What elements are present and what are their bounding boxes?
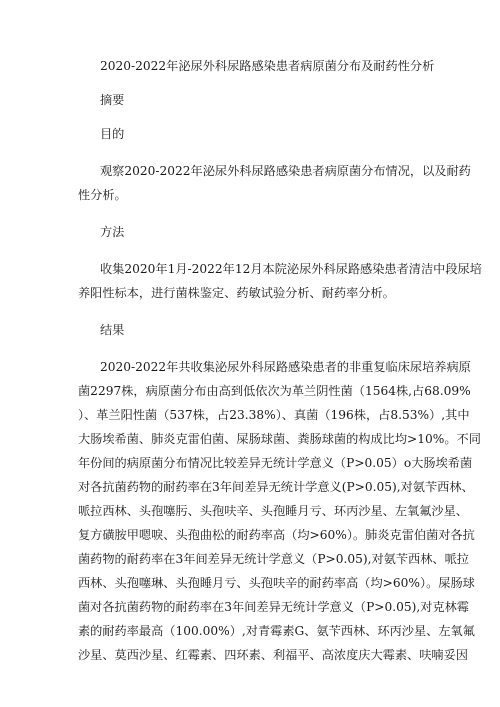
paragraph-line: 对各抗菌药物的耐药率在3年间差异无统计学意义(P>0.05),对氨苄西林、 xyxy=(78,480,474,494)
paragraph-line: 复方磺胺甲嗯唳、头孢曲松的耐药率高（均>60%）。肺炎克雷伯菌对各抗 xyxy=(78,528,475,542)
objective-heading: 目的 xyxy=(100,127,125,141)
paragraph-line: 西林、头孢噻琳、头孢睡月亏、头孢呋辛的耐药率高（均>60%）。屎肠球 xyxy=(78,576,475,590)
paragraph-line: 收集2020年1月-2022年12月本院泌尿外科尿路感染患者清洁中段尿培 xyxy=(100,262,482,276)
paragraph-line: 素的耐药率最高（100.00%）,对青霉素G、氨苄西林、环丙沙星、左氧氟 xyxy=(78,624,475,638)
paragraph-line: 观察2020-2022年泌尿外科尿路感染患者病原菌分布情况，以及耐药 xyxy=(100,164,471,178)
result-heading: 结果 xyxy=(100,323,125,337)
document-title: 2020-2022年泌尿外科尿路感染患者病原菌分布及耐药性分析 xyxy=(100,59,435,73)
objective-paragraph xyxy=(78,159,471,207)
paragraph-line: 菌对各抗菌药物的耐药率在3年间差异无统计学意义（P>0.05),对克林霉 xyxy=(78,600,469,614)
paragraph-line: 大肠埃希菌、肺炎克雷伯菌、屎肠球菌、粪肠球菌的构成比均>10%。不同 xyxy=(78,432,481,446)
paragraph-line: 年份间的病原菌分布情况比较差异无统计学意义（P>0.05）o大肠埃希菌 xyxy=(78,456,473,470)
result-paragraph xyxy=(78,355,481,667)
method-paragraph xyxy=(78,257,482,305)
paragraph-line: ）、革兰阳性菌（537株，占23.38%）、真菌（196株，占8.53%）,其中 xyxy=(78,408,470,422)
paragraph-line: 2020-2022年共收集泌尿外科尿路感染患者的非重复临床尿培养病原 xyxy=(100,360,471,374)
paragraph-line: 养阳性标本，进行菌株鉴定、药敏试验分析、耐药率分析。 xyxy=(78,286,395,300)
paragraph-line: 沙星、莫西沙星、红霉素、四环素、利福平、高浓度庆大霉素、呋喃妥因 xyxy=(78,648,468,662)
paragraph-line: 菌药物的耐药率在3年间差异无统计学意义（P>0.05),对氨苄西林、哌拉 xyxy=(78,552,469,566)
paragraph-line: 性分析。 xyxy=(78,188,127,202)
paragraph-line: 哌拉西林、头孢噻肟、头孢呋辛、头孢睡月亏、环丙沙星、左氧氟沙星、 xyxy=(78,504,468,518)
method-heading: 方法 xyxy=(100,225,125,239)
abstract-heading: 摘要 xyxy=(100,93,125,107)
paragraph-line: 菌2297株，病原菌分布由高到低依次为革兰阴性菌（1564株,占68.09% xyxy=(78,384,471,398)
